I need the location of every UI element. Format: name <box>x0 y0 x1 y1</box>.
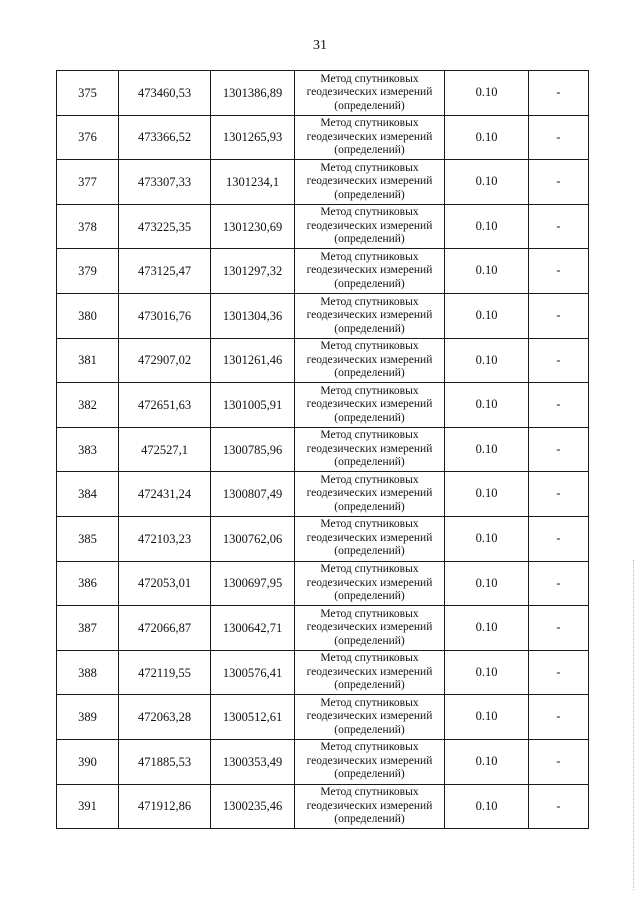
table-row <box>57 561 589 606</box>
point-number-cell: 387 <box>57 606 119 651</box>
x-coordinate-cell: 472527,1 <box>119 427 211 472</box>
method-cell <box>295 338 445 383</box>
point-number-cell: 380 <box>57 293 119 338</box>
y-coordinate-cell: 1301005,91 <box>211 383 295 428</box>
method-line: (определений) <box>334 768 405 781</box>
page-number: 31 <box>313 38 327 53</box>
note-cell: - <box>529 204 589 249</box>
table-row <box>57 249 589 294</box>
note-cell: - <box>529 160 589 205</box>
note-cell: - <box>529 606 589 651</box>
method-line: Метод спутниковых <box>320 652 419 665</box>
point-number-cell: 379 <box>57 249 119 294</box>
method-line: (определений) <box>334 634 405 647</box>
table-row <box>57 739 589 784</box>
point-number-cell: 390 <box>57 739 119 784</box>
note-cell: - <box>529 293 589 338</box>
method-cell <box>295 160 445 205</box>
table-row <box>57 650 589 695</box>
point-number-cell: 383 <box>57 427 119 472</box>
table-row <box>57 338 589 383</box>
method-line: геодезических измерений <box>306 398 433 411</box>
table-row <box>57 383 589 428</box>
x-coordinate-cell: 473460,53 <box>119 71 211 116</box>
table-row <box>57 160 589 205</box>
method-cell <box>295 427 445 472</box>
method-cell <box>295 71 445 116</box>
method-line: (определений) <box>334 679 405 692</box>
accuracy-cell: 0.10 <box>445 561 529 606</box>
accuracy-cell: 0.10 <box>445 160 529 205</box>
method-line: Метод спутниковых <box>320 384 419 397</box>
accuracy-cell: 0.10 <box>445 338 529 383</box>
method-line: (определений) <box>334 500 405 513</box>
method-line: геодезических измерений <box>306 710 433 723</box>
method-line: геодезических измерений <box>306 799 433 812</box>
note-cell: - <box>529 427 589 472</box>
method-line: (определений) <box>334 233 405 246</box>
table-row <box>57 606 589 651</box>
method-line: Метод спутниковых <box>320 473 419 486</box>
method-line: геодезических измерений <box>306 130 433 143</box>
accuracy-cell: 0.10 <box>445 650 529 695</box>
method-line: Метод спутниковых <box>320 607 419 620</box>
method-cell <box>295 293 445 338</box>
accuracy-cell: 0.10 <box>445 784 529 829</box>
method-line: геодезических измерений <box>306 86 433 99</box>
method-line: геодезических измерений <box>306 219 433 232</box>
x-coordinate-cell: 472063,28 <box>119 695 211 740</box>
y-coordinate-cell: 1301297,32 <box>211 249 295 294</box>
note-cell: - <box>529 650 589 695</box>
note-cell: - <box>529 472 589 517</box>
method-cell <box>295 561 445 606</box>
y-coordinate-cell: 1300512,61 <box>211 695 295 740</box>
method-line: Метод спутниковых <box>320 518 419 531</box>
method-line: Метод спутниковых <box>320 250 419 263</box>
method-cell <box>295 739 445 784</box>
x-coordinate-cell: 473225,35 <box>119 204 211 249</box>
method-line: Метод спутниковых <box>320 340 419 353</box>
point-number-cell: 375 <box>57 71 119 116</box>
method-line: Метод спутниковых <box>320 72 419 85</box>
method-line: геодезических измерений <box>306 353 433 366</box>
method-line: Метод спутниковых <box>320 563 419 576</box>
x-coordinate-cell: 473016,76 <box>119 293 211 338</box>
method-line: (определений) <box>334 99 405 112</box>
accuracy-cell: 0.10 <box>445 695 529 740</box>
accuracy-cell: 0.10 <box>445 739 529 784</box>
accuracy-cell: 0.10 <box>445 204 529 249</box>
point-number-cell: 385 <box>57 516 119 561</box>
method-line: (определений) <box>334 322 405 335</box>
point-number-cell: 376 <box>57 115 119 160</box>
accuracy-cell: 0.10 <box>445 71 529 116</box>
method-cell <box>295 695 445 740</box>
x-coordinate-cell: 472907,02 <box>119 338 211 383</box>
point-number-cell: 389 <box>57 695 119 740</box>
y-coordinate-cell: 1301230,69 <box>211 204 295 249</box>
note-cell: - <box>529 516 589 561</box>
method-line: (определений) <box>334 456 405 469</box>
method-line: геодезических измерений <box>306 175 433 188</box>
point-number-cell: 377 <box>57 160 119 205</box>
method-cell <box>295 115 445 160</box>
x-coordinate-cell: 471885,53 <box>119 739 211 784</box>
method-line: геодезических измерений <box>306 264 433 277</box>
note-cell: - <box>529 338 589 383</box>
table-row <box>57 427 589 472</box>
note-cell: - <box>529 249 589 294</box>
table-row <box>57 204 589 249</box>
method-line: геодезических измерений <box>306 576 433 589</box>
method-cell <box>295 249 445 294</box>
table-row <box>57 784 589 829</box>
note-cell: - <box>529 115 589 160</box>
accuracy-cell: 0.10 <box>445 293 529 338</box>
x-coordinate-cell: 472103,23 <box>119 516 211 561</box>
note-cell: - <box>529 695 589 740</box>
x-coordinate-cell: 473366,52 <box>119 115 211 160</box>
point-number-cell: 386 <box>57 561 119 606</box>
method-line: Метод спутниковых <box>320 429 419 442</box>
y-coordinate-cell: 1301304,36 <box>211 293 295 338</box>
y-coordinate-cell: 1300576,41 <box>211 650 295 695</box>
y-coordinate-cell: 1301234,1 <box>211 160 295 205</box>
method-cell <box>295 606 445 651</box>
accuracy-cell: 0.10 <box>445 249 529 294</box>
method-line: (определений) <box>334 723 405 736</box>
x-coordinate-cell: 472431,24 <box>119 472 211 517</box>
table-row <box>57 695 589 740</box>
point-number-cell: 378 <box>57 204 119 249</box>
note-cell: - <box>529 561 589 606</box>
accuracy-cell: 0.10 <box>445 427 529 472</box>
note-cell: - <box>529 739 589 784</box>
y-coordinate-cell: 1300785,96 <box>211 427 295 472</box>
method-line: (определений) <box>334 144 405 157</box>
x-coordinate-cell: 471912,86 <box>119 784 211 829</box>
note-cell: - <box>529 71 589 116</box>
y-coordinate-cell: 1300353,49 <box>211 739 295 784</box>
y-coordinate-cell: 1301261,46 <box>211 338 295 383</box>
y-coordinate-cell: 1300762,06 <box>211 516 295 561</box>
y-coordinate-cell: 1300235,46 <box>211 784 295 829</box>
x-coordinate-cell: 473307,33 <box>119 160 211 205</box>
point-number-cell: 384 <box>57 472 119 517</box>
method-line: Метод спутниковых <box>320 295 419 308</box>
method-line: геодезических измерений <box>306 754 433 767</box>
method-line: Метод спутниковых <box>320 741 419 754</box>
method-line: Метод спутниковых <box>320 117 419 130</box>
point-number-cell: 388 <box>57 650 119 695</box>
method-line: Метод спутниковых <box>320 206 419 219</box>
accuracy-cell: 0.10 <box>445 606 529 651</box>
method-cell <box>295 472 445 517</box>
method-line: геодезических измерений <box>306 621 433 634</box>
method-cell <box>295 650 445 695</box>
x-coordinate-cell: 472066,87 <box>119 606 211 651</box>
table-row <box>57 472 589 517</box>
coordinates-table-body <box>57 71 589 829</box>
method-cell <box>295 784 445 829</box>
method-line: Метод спутниковых <box>320 161 419 174</box>
x-coordinate-cell: 473125,47 <box>119 249 211 294</box>
note-cell: - <box>529 784 589 829</box>
table-row <box>57 115 589 160</box>
note-cell: - <box>529 383 589 428</box>
coordinates-table <box>56 70 589 829</box>
method-line: геодезических измерений <box>306 309 433 322</box>
method-line: (определений) <box>334 411 405 424</box>
method-line: (определений) <box>334 813 405 826</box>
y-coordinate-cell: 1300807,49 <box>211 472 295 517</box>
method-cell <box>295 516 445 561</box>
x-coordinate-cell: 472651,63 <box>119 383 211 428</box>
scan-edge-mark <box>632 560 634 890</box>
method-line: (определений) <box>334 188 405 201</box>
method-line: геодезических измерений <box>306 442 433 455</box>
y-coordinate-cell: 1300642,71 <box>211 606 295 651</box>
method-line: (определений) <box>334 590 405 603</box>
accuracy-cell: 0.10 <box>445 472 529 517</box>
method-line: Метод спутниковых <box>320 786 419 799</box>
method-cell <box>295 383 445 428</box>
x-coordinate-cell: 472053,01 <box>119 561 211 606</box>
accuracy-cell: 0.10 <box>445 383 529 428</box>
y-coordinate-cell: 1300697,95 <box>211 561 295 606</box>
method-cell <box>295 204 445 249</box>
point-number-cell: 391 <box>57 784 119 829</box>
method-line: (определений) <box>334 277 405 290</box>
method-line: (определений) <box>334 367 405 380</box>
y-coordinate-cell: 1301386,89 <box>211 71 295 116</box>
y-coordinate-cell: 1301265,93 <box>211 115 295 160</box>
accuracy-cell: 0.10 <box>445 516 529 561</box>
accuracy-cell: 0.10 <box>445 115 529 160</box>
point-number-cell: 382 <box>57 383 119 428</box>
method-line: Метод спутниковых <box>320 696 419 709</box>
method-line: геодезических измерений <box>306 665 433 678</box>
method-line: (определений) <box>334 545 405 558</box>
point-number-cell: 381 <box>57 338 119 383</box>
x-coordinate-cell: 472119,55 <box>119 650 211 695</box>
method-line: геодезических измерений <box>306 487 433 500</box>
table-row <box>57 516 589 561</box>
table-row <box>57 71 589 116</box>
method-line: геодезических измерений <box>306 531 433 544</box>
table-row <box>57 293 589 338</box>
